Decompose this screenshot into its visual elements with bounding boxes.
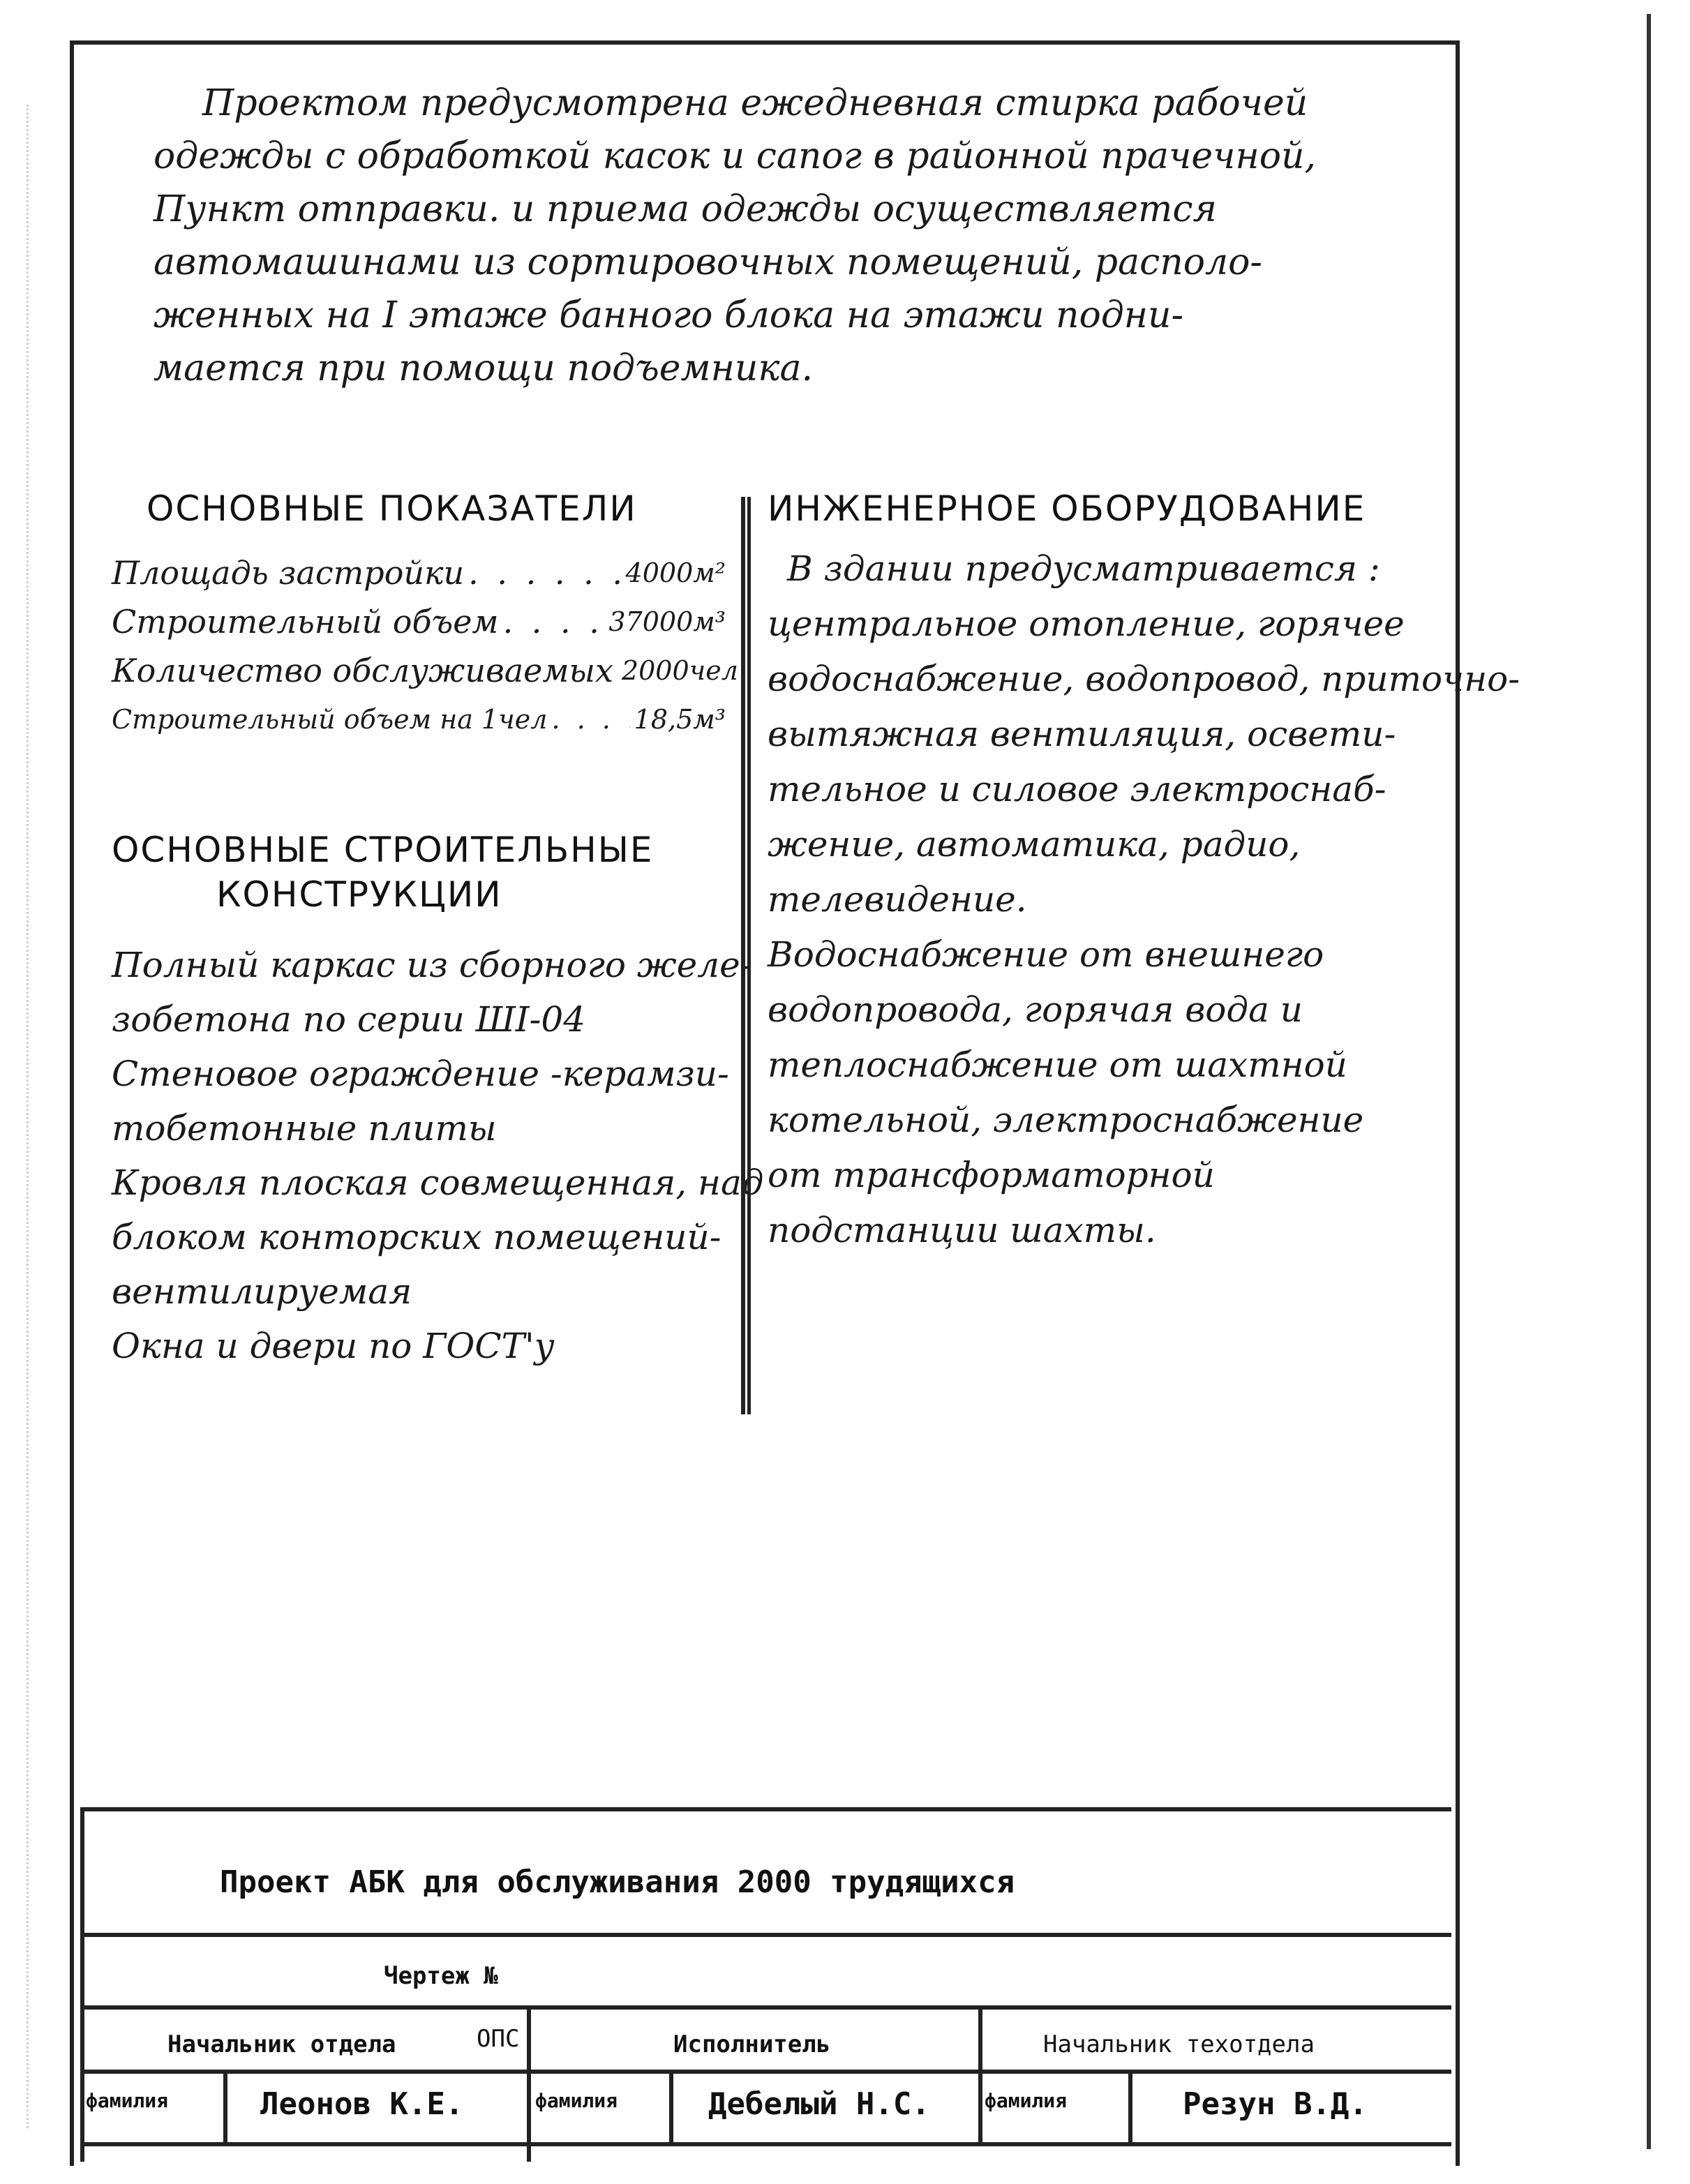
engineering-line: Водоснабжение от внешнего — [768, 934, 1324, 975]
constructions-heading-line2: КОНСТРУКЦИИ — [216, 874, 502, 915]
engineering-line: подстанции шахты. — [768, 1210, 1156, 1250]
leader-dots — [551, 695, 629, 744]
constructions-heading-line1: ОСНОВНЫЕ СТРОИТЕЛЬНЫЕ — [112, 830, 654, 870]
title-block-rule — [80, 1807, 1451, 1811]
surname-leonov: Леонов К.Е. — [260, 2086, 464, 2122]
drawing-label: Чертеж № — [384, 1962, 498, 1990]
constructions-line: блоком конторских помещений- — [112, 1217, 721, 1257]
title-block-rule — [223, 2070, 227, 2142]
title-block-rule — [1128, 2070, 1132, 2142]
right-column — [768, 488, 1520, 1258]
engineering-text — [768, 541, 1520, 1258]
intro-line: женных на I этаже банного блока на этажи подни- — [154, 294, 1184, 336]
engineering-line: В здании предусматривается : — [787, 548, 1380, 589]
project-title: Проект АБК для обслуживания 2000 трудящихся — [220, 1864, 1015, 1900]
indicator-row — [112, 597, 726, 646]
indicator-value: 18,5м³ — [634, 704, 726, 735]
constructions-line: Стеновое ограждение -керамзи- — [112, 1054, 729, 1094]
indicator-row — [112, 548, 726, 597]
intro-line: автомашинами из сортировочных помещений, располо- — [154, 241, 1262, 283]
right-edge-line — [1647, 14, 1651, 2149]
intro-paragraph — [154, 77, 1423, 395]
leader-dots — [468, 548, 621, 597]
engineering-line: центральное отопление, горячее — [768, 604, 1405, 644]
constructions-line: тобетонные плиты — [112, 1108, 497, 1149]
constructions-heading — [112, 828, 726, 917]
constructions-line: Полный каркас из сборного желе- — [112, 945, 752, 985]
engineering-line: от трансформаторной — [768, 1155, 1215, 1195]
indicator-value: 4000м² — [625, 558, 726, 588]
leader-dots — [503, 597, 605, 646]
engineering-line: жение, автоматика, радио, — [768, 824, 1301, 865]
head-dept-label: Начальник отдела — [167, 2030, 396, 2058]
constructions-line: зобетона по серии ШI-04 — [112, 999, 586, 1040]
column-divider — [741, 497, 751, 1414]
indicator-row — [112, 695, 726, 744]
surname-rezun: Резун В.Д. — [1183, 2086, 1368, 2122]
title-block-rule — [669, 2070, 673, 2142]
indicator-label: Количество обслуживаемых — [112, 652, 613, 689]
engineering-line: котельной, электроснабжение — [768, 1100, 1364, 1140]
engineering-heading: ИНЖЕНЕРНОЕ ОБОРУДОВАНИЕ — [768, 488, 1366, 529]
engineering-line: вытяжная вентиляция, освети- — [768, 714, 1396, 754]
left-margin-artifact — [27, 105, 31, 2128]
engineering-line: телевидение. — [768, 879, 1027, 920]
indicator-value: 37000м³ — [608, 606, 726, 637]
title-block-rule — [80, 1933, 1451, 1937]
constructions-line: вентилируемая — [112, 1271, 412, 1312]
intro-line: Пункт отправки. и приема одежды осуществляется — [154, 188, 1217, 230]
executor-label: Исполнитель — [673, 2030, 831, 2058]
surname-label: фамилия — [86, 2089, 169, 2112]
constructions-line: Кровля плоская совмещенная, над — [112, 1162, 764, 1203]
engineering-line: водоснабжение, водопровод, приточно- — [768, 659, 1520, 699]
head-dept-code: ОПС — [477, 2025, 520, 2053]
surname-label: фамилия — [985, 2089, 1068, 2112]
engineering-line: водопровода, горячая вода и — [768, 989, 1303, 1030]
intro-line: мается при помощи подъемника. — [154, 347, 813, 389]
title-block-rule — [80, 1807, 84, 2162]
intro-line: Проектом предусмотрена ежедневная стирка рабочей — [202, 82, 1308, 124]
indicator-value: 2000чел — [621, 655, 738, 686]
constructions-line: Окна и двери по ГОСТ'у — [112, 1326, 555, 1366]
left-column — [112, 488, 764, 1373]
title-block-rule — [527, 2005, 531, 2162]
title-block-rule — [80, 2005, 1451, 2010]
surname-label: фамилия — [535, 2089, 618, 2112]
title-block-rule — [978, 2005, 982, 2142]
indicator-row — [112, 646, 738, 695]
engineering-line: тельное и силовое электроснаб- — [768, 769, 1386, 809]
title-block-rule — [80, 2142, 1451, 2146]
indicators-heading: ОСНОВНЫЕ ПОКАЗАТЕЛИ — [147, 488, 637, 529]
head-tech-label: Начальник техотдела — [1043, 2030, 1315, 2058]
surname-debelyi: Дебелый Н.С. — [708, 2086, 930, 2122]
constructions-list — [112, 938, 764, 1373]
title-block — [80, 1807, 1451, 2162]
title-block-rule — [80, 2070, 1451, 2074]
indicator-label: Строительный объем — [112, 603, 499, 641]
indicator-label: Строительный объем на 1чел — [112, 704, 548, 735]
intro-line: одежды с обработкой касок и сапог в районной прачечной, — [154, 135, 1317, 177]
indicator-label: Площадь застройки — [112, 554, 465, 592]
engineering-line: теплоснабжение от шахтной — [768, 1045, 1347, 1085]
indicators-list — [112, 548, 738, 744]
